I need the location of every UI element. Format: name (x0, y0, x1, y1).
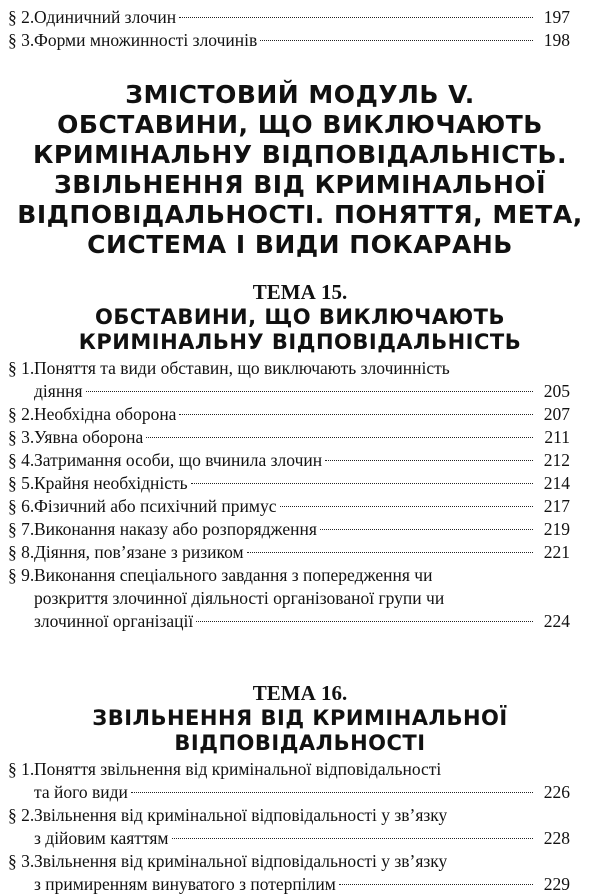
toc-entry (8, 850, 570, 896)
entry-title-continued: діяння (34, 381, 83, 401)
topic-label: ТЕМА 15. (252, 280, 348, 304)
page-number: 207 (543, 404, 570, 424)
entry-title: Виконання наказу або розпорядження (34, 519, 317, 539)
dot-leader (86, 391, 533, 392)
page-number: 217 (543, 496, 570, 516)
toc-entry (8, 804, 570, 850)
dot-leader (179, 17, 533, 18)
section-number: § 9. (8, 565, 35, 585)
toc-list-top (0, 6, 600, 52)
section-number: § 6. (8, 496, 35, 516)
page-number: 229 (543, 874, 570, 894)
page-number: 226 (543, 782, 570, 802)
dot-leader (191, 483, 533, 484)
toc-entry (8, 564, 570, 633)
section-number: § 3. (8, 851, 35, 871)
section-number: § 3. (8, 427, 35, 447)
toc-entry (8, 426, 570, 449)
toc-entry (8, 472, 570, 495)
toc-entry (8, 6, 570, 29)
section-number: § 2. (8, 805, 35, 825)
toc-entry (8, 357, 570, 403)
entry-title: Діяння, пов’язане з ризиком (34, 542, 244, 562)
dot-leader (320, 529, 533, 530)
entry-title: Необхідна оборона (34, 404, 177, 424)
topic-title (0, 305, 600, 355)
dot-leader (280, 506, 534, 507)
module-heading (0, 80, 600, 260)
entry-title: Фізичний або психічний примус (34, 496, 277, 516)
section-number: § 2. (8, 404, 35, 424)
entry-title-continued: злочинної організації (34, 611, 194, 631)
section-number: § 8. (8, 542, 35, 562)
module-heading-line: ЗВІЛЬНЕННЯ ВІД КРИМІНАЛЬНОЇ (54, 170, 546, 199)
dot-leader (339, 884, 533, 885)
entry-title: Одиничний злочин (34, 7, 177, 27)
dot-leader (196, 621, 533, 622)
entry-title: Поняття звільнення від кримінальної відповідальності (34, 759, 442, 779)
toc-list-topic-15 (0, 357, 600, 633)
toc-list-topic-16 (0, 758, 600, 896)
page-number: 205 (543, 381, 570, 401)
toc-entry (8, 29, 570, 52)
section-number: § 7. (8, 519, 35, 539)
entry-title: Поняття та види обставин, що виключають злочинність (34, 358, 450, 378)
entry-title-continued: розкриття злочинної діяльності організованої групи чи (34, 588, 445, 608)
entry-title: Форми множинності злочинів (34, 30, 258, 50)
toc-entry (8, 541, 570, 564)
dot-leader (260, 40, 533, 41)
toc-entry (8, 495, 570, 518)
module-heading-line: КРИМІНАЛЬНУ ВІДПОВІДАЛЬНІСТЬ. (32, 140, 568, 169)
dot-leader (325, 460, 533, 461)
page-number: 212 (543, 450, 570, 470)
entry-title: Затримання особи, що вчинила злочин (34, 450, 323, 470)
module-heading-line: ВІДПОВІДАЛЬНОСТІ. ПОНЯТТЯ, МЕТА, (17, 200, 583, 229)
entry-title: Звільнення від кримінальної відповідальності у зв’язку (34, 851, 448, 871)
toc-entry (8, 758, 570, 804)
topic-title (0, 706, 600, 756)
dot-leader (131, 792, 533, 793)
section-number: § 1. (8, 759, 35, 779)
module-heading-line: ЗМІСТОВИЙ МОДУЛЬ V. (125, 80, 475, 109)
topic-title-line: ЗВІЛЬНЕННЯ ВІД КРИМІНАЛЬНОЇ (92, 706, 508, 730)
entry-title: Крайня необхідність (34, 473, 188, 493)
topic-title-line: ВІДПОВІДАЛЬНОСТІ (174, 731, 426, 755)
dot-leader (172, 838, 534, 839)
module-heading-line: СИСТЕМА І ВИДИ ПОКАРАНЬ (87, 230, 513, 259)
page-number: 221 (543, 542, 570, 562)
section-number: § 1. (8, 358, 35, 378)
page-number: 198 (543, 30, 570, 50)
page-number: 214 (543, 473, 570, 493)
section-number: § 5. (8, 473, 35, 493)
section-number: § 4. (8, 450, 35, 470)
topic-title-line: КРИМІНАЛЬНУ ВІДПОВІДАЛЬНІСТЬ (78, 330, 522, 354)
topic-label: ТЕМА 16. (252, 681, 348, 705)
section-number: § 2. (8, 7, 35, 27)
topic-16-heading (0, 681, 600, 756)
toc-entry (8, 518, 570, 541)
page-number: 228 (543, 828, 570, 848)
page-number: 197 (543, 7, 570, 27)
dot-leader (146, 437, 533, 438)
entry-title-continued: з примиренням винуватого з потерпілим (34, 874, 336, 894)
entry-title-continued: та його види (34, 782, 128, 802)
entry-title: Звільнення від кримінальної відповідальності у зв’язку (34, 805, 448, 825)
module-heading-line: ОБСТАВИНИ, ЩО ВИКЛЮЧАЮТЬ (57, 110, 543, 139)
toc-entry (8, 403, 570, 426)
page-number: 211 (544, 427, 570, 447)
toc-entry (8, 449, 570, 472)
topic-15-heading (0, 280, 600, 355)
section-number: § 3. (8, 30, 35, 50)
dot-leader (247, 552, 533, 553)
page-number: 219 (543, 519, 570, 539)
page-number: 224 (543, 611, 570, 631)
dot-leader (179, 414, 533, 415)
entry-title: Уявна оборона (34, 427, 144, 447)
entry-title: Виконання спеціального завдання з попередження чи (34, 565, 433, 585)
entry-title-continued: з дійовим каяттям (34, 828, 169, 848)
topic-title-line: ОБСТАВИНИ, ЩО ВИКЛЮЧАЮТЬ (95, 305, 505, 329)
